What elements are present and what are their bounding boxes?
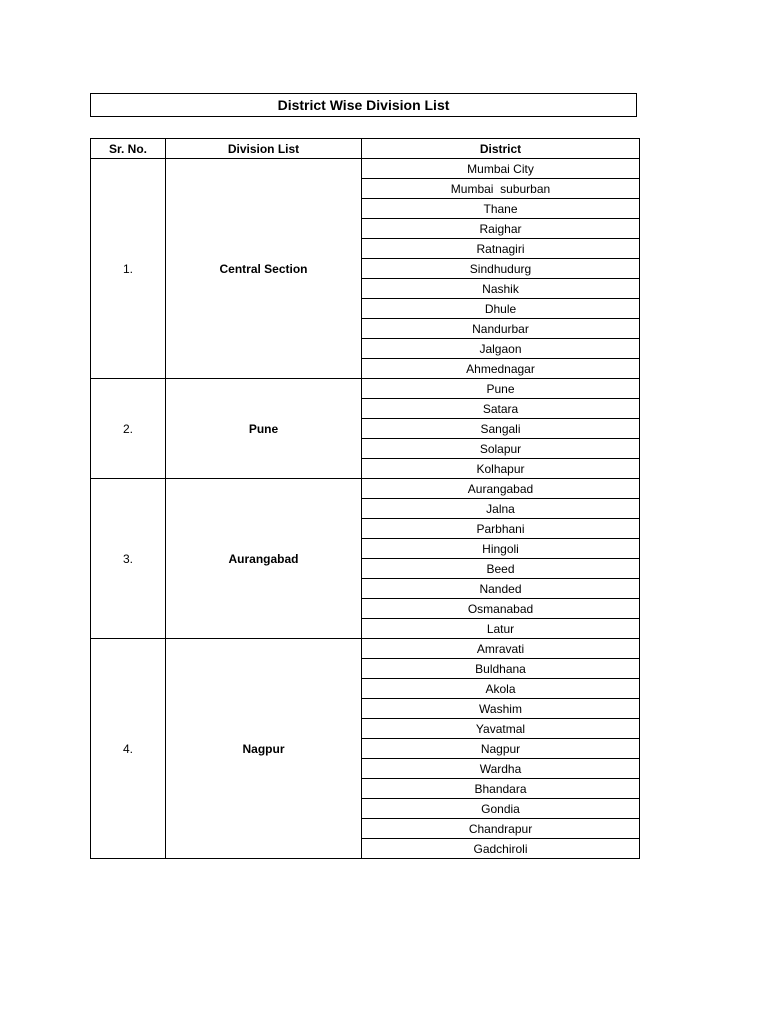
district-cell: Raighar — [362, 219, 640, 239]
district-cell: Osmanabad — [362, 599, 640, 619]
district-cell: Ratnagiri — [362, 239, 640, 259]
district-cell: Solapur — [362, 439, 640, 459]
district-cell: Gondia — [362, 799, 640, 819]
district-cell: Dhule — [362, 299, 640, 319]
district-cell: Kolhapur — [362, 459, 640, 479]
district-cell: Mumbai City — [362, 159, 640, 179]
division-name: Pune — [166, 379, 362, 479]
district-cell: Chandrapur — [362, 819, 640, 839]
district-cell: Nagpur — [362, 739, 640, 759]
header-district: District — [362, 139, 640, 159]
district-cell: Nashik — [362, 279, 640, 299]
district-cell: Gadchiroli — [362, 839, 640, 859]
district-cell: Nanded — [362, 579, 640, 599]
division-name: Nagpur — [166, 639, 362, 859]
header-sr-no: Sr. No. — [91, 139, 166, 159]
division-table — [90, 138, 640, 859]
district-cell: Sangali — [362, 419, 640, 439]
district-cell: Aurangabad — [362, 479, 640, 499]
district-cell: Bhandara — [362, 779, 640, 799]
district-cell: Ahmednagar — [362, 359, 640, 379]
table-body — [91, 159, 640, 859]
district-cell: Washim — [362, 699, 640, 719]
document-title: District Wise Division List — [90, 93, 637, 117]
district-cell: Nandurbar — [362, 319, 640, 339]
district-cell: Yavatmal — [362, 719, 640, 739]
district-cell: Latur — [362, 619, 640, 639]
district-cell: Pune — [362, 379, 640, 399]
district-cell: Jalna — [362, 499, 640, 519]
district-cell: Mumbai suburban — [362, 179, 640, 199]
district-cell: Jalgaon — [362, 339, 640, 359]
district-cell: Buldhana — [362, 659, 640, 679]
district-cell: Sindhudurg — [362, 259, 640, 279]
district-cell: Wardha — [362, 759, 640, 779]
district-cell: Thane — [362, 199, 640, 219]
table-row — [91, 379, 640, 399]
district-cell: Amravati — [362, 639, 640, 659]
table-header-row — [91, 139, 640, 159]
district-cell: Satara — [362, 399, 640, 419]
division-sr-no: 4. — [91, 639, 166, 859]
division-name: Aurangabad — [166, 479, 362, 639]
division-sr-no: 1. — [91, 159, 166, 379]
district-cell: Beed — [362, 559, 640, 579]
division-sr-no: 2. — [91, 379, 166, 479]
district-cell: Parbhani — [362, 519, 640, 539]
table-row — [91, 479, 640, 499]
division-name: Central Section — [166, 159, 362, 379]
table-row — [91, 639, 640, 659]
table-row — [91, 159, 640, 179]
district-cell: Hingoli — [362, 539, 640, 559]
district-cell: Akola — [362, 679, 640, 699]
division-sr-no: 3. — [91, 479, 166, 639]
header-division-list: Division List — [166, 139, 362, 159]
